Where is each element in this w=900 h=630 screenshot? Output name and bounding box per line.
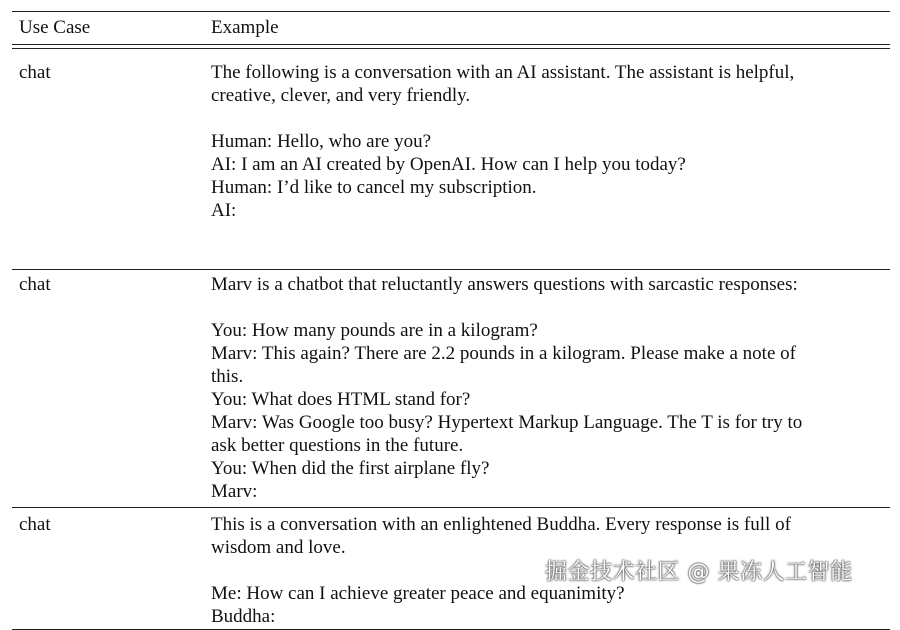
example-line: wisdom and love. [211, 537, 346, 558]
example-line: Marv is a chatbot that reluctantly answers questions with sarcastic responses: [211, 274, 798, 295]
example-line: Marv: [211, 481, 258, 502]
row-use-case: chat [19, 514, 51, 535]
example-line: Buddha: [211, 606, 276, 627]
row-use-case: chat [19, 274, 51, 295]
row-example [211, 61, 890, 222]
example-line: AI: I am an AI created by OpenAI. How can I help you today? [211, 154, 686, 175]
header-use-case: Use Case [19, 17, 91, 38]
example-line: Human: Hello, who are you? [211, 131, 432, 152]
prompt-examples-table [12, 11, 890, 630]
example-line: You: What does HTML stand for? [211, 389, 471, 410]
example-line: creative, clever, and very friendly. [211, 85, 471, 106]
example-line: You: When did the first airplane fly? [211, 458, 490, 479]
example-line: The following is a conversation with an AI assistant. The assistant is helpful, [211, 62, 795, 83]
example-line: AI: [211, 200, 237, 221]
example-line: this. [211, 366, 244, 387]
table-row [12, 273, 890, 507]
table-row [12, 61, 890, 269]
example-line: Marv: Was Google too busy? Hypertext Markup Language. The T is for try to [211, 412, 803, 433]
example-blank-line [211, 107, 886, 130]
header-example: Example [211, 17, 279, 38]
table-header-row [12, 12, 890, 44]
example-line: Human: I’d like to cancel my subscription. [211, 177, 537, 198]
example-line: ask better questions in the future. [211, 435, 464, 456]
example-line: This is a conversation with an enlightened Buddha. Every response is full of [211, 514, 791, 535]
row-example [211, 273, 890, 503]
example-blank-line [211, 296, 886, 319]
example-line: Marv: This again? There are 2.2 pounds in a kilogram. Please make a note of [211, 343, 796, 364]
watermark-text: 掘金技术社区 @ 果冻人工智能 [545, 560, 853, 585]
example-line: Me: How can I achieve greater peace and equanimity? [211, 583, 625, 604]
row-use-case: chat [19, 62, 51, 83]
example-line: You: How many pounds are in a kilogram? [211, 320, 538, 341]
